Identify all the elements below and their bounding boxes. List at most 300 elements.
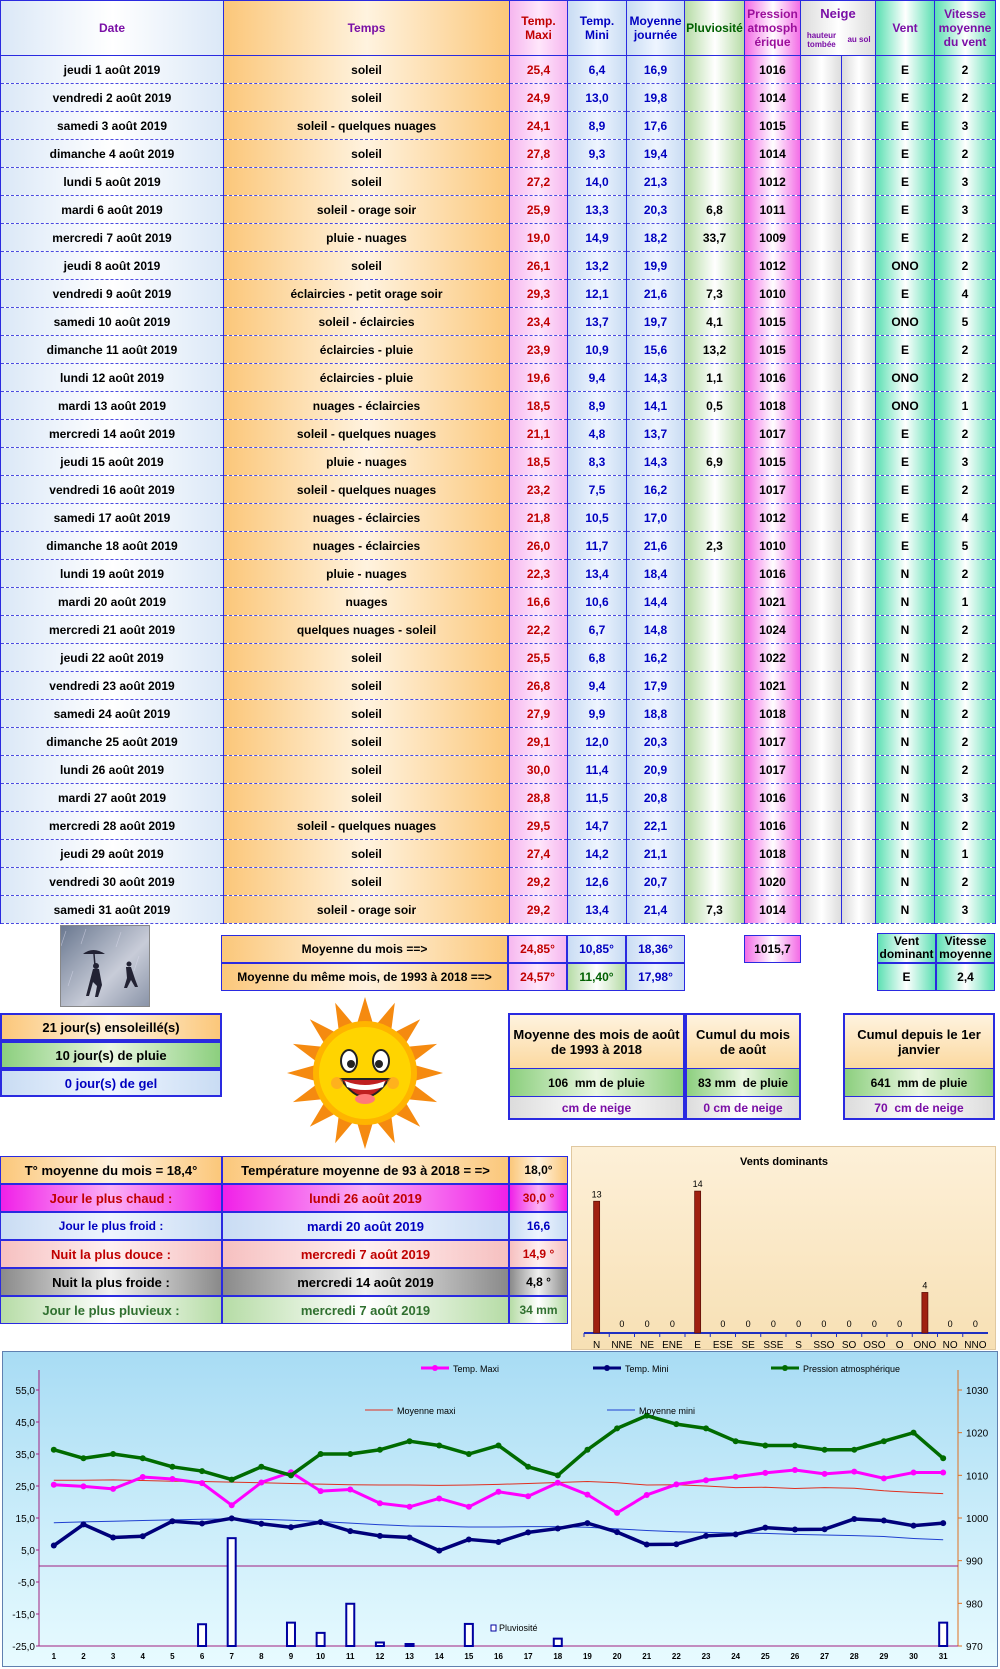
table-row [1, 168, 996, 196]
table-row [1, 140, 996, 168]
tmin-line-point [496, 1539, 502, 1545]
cell-tmin: 8,9 [568, 392, 627, 420]
right-tick-label: 990 [966, 1556, 983, 1568]
cell-tmax: 27,4 [510, 840, 568, 868]
cell-pluv: 7,3 [685, 896, 745, 924]
month-precip-title: Cumul du mois de août [687, 1015, 799, 1068]
cell-tmax: 26,8 [510, 672, 568, 700]
table-row [1, 196, 996, 224]
table-row [1, 868, 996, 896]
cell-vit: 2 [935, 700, 996, 728]
cell-vit: 2 [935, 420, 996, 448]
cell-neige-hauteur [801, 140, 842, 168]
cell-date: jeudi 1 août 2019 [1, 56, 224, 84]
tmax-line-point [703, 1477, 709, 1483]
tmax-line-point [822, 1471, 828, 1477]
left-tick-label: 55,0 [15, 1386, 35, 1397]
cell-neige-hauteur [801, 644, 842, 672]
tmin-line-point [911, 1523, 917, 1529]
wind-data-label: 0 [770, 1319, 776, 1329]
pressure-line-point [733, 1438, 739, 1444]
tmin-line-point [881, 1518, 887, 1524]
cell-pres: 1016 [745, 56, 801, 84]
cell-vent: E [876, 140, 935, 168]
cell-tmax: 29,5 [510, 812, 568, 840]
pressure-line-point [762, 1442, 768, 1448]
hot-date: lundi 26 août 2019 [222, 1184, 509, 1212]
cell-tmin: 14,2 [568, 840, 627, 868]
pressure-line-point [703, 1425, 709, 1431]
legend-tmin-label: Temp. Mini [625, 1364, 669, 1374]
cell-neige-hauteur [801, 672, 842, 700]
wind-tick-label: O [895, 1340, 904, 1349]
cell-vit: 3 [935, 112, 996, 140]
cell-date: mercredi 14 août 2019 [1, 420, 224, 448]
wind-data-label: 14 [692, 1179, 703, 1190]
tmin-line-point [288, 1524, 294, 1530]
cell-pres: 1014 [745, 896, 801, 924]
rain-bar [198, 1624, 206, 1646]
neige-sol-label: au sol [847, 35, 871, 44]
pressure-line-point [377, 1447, 383, 1453]
cell-moy: 14,4 [627, 588, 685, 616]
right-tick-label: 980 [966, 1599, 983, 1611]
legend-pressure-marker [782, 1365, 788, 1371]
cell-vent: N [876, 812, 935, 840]
tmax-line-point [407, 1504, 413, 1510]
tmax-line-point [525, 1493, 531, 1499]
cell-moy: 17,6 [627, 112, 685, 140]
cell-vent: N [876, 728, 935, 756]
cell-pres: 1017 [745, 728, 801, 756]
cell-neige-sol [842, 224, 876, 252]
tmax-line-point [496, 1489, 502, 1495]
cell-vit: 3 [935, 784, 996, 812]
thist-label: Température moyenne de 93 à 2018 = => [222, 1156, 509, 1184]
cell-tmin: 4,8 [568, 420, 627, 448]
rainy-label: Jour le plus pluvieux : [0, 1296, 222, 1324]
cell-pluv: 2,3 [685, 532, 745, 560]
thist-value: 18,0° [509, 1156, 568, 1184]
cell-moy: 18,2 [627, 224, 685, 252]
table-row [1, 672, 996, 700]
cell-vent: N [876, 560, 935, 588]
left-tick-label: 45,0 [15, 1418, 35, 1429]
month-avg-tmin: 10,85° [567, 935, 626, 963]
cell-neige-sol [842, 84, 876, 112]
cell-tmax: 19,6 [510, 364, 568, 392]
x-tick-label: 31 [938, 1652, 948, 1661]
x-tick-label: 12 [375, 1652, 385, 1661]
col-header-date: Date [1, 1, 224, 56]
sun-ray [287, 1065, 316, 1081]
cell-tmax: 26,1 [510, 252, 568, 280]
cell-temps: soleil [224, 700, 510, 728]
cell-tmax: 18,5 [510, 392, 568, 420]
cell-moy: 21,3 [627, 168, 685, 196]
table-row [1, 420, 996, 448]
cell-tmin: 14,9 [568, 224, 627, 252]
cell-vit: 1 [935, 588, 996, 616]
cell-temps: quelques nuages - soleil [224, 616, 510, 644]
cell-moy: 19,8 [627, 84, 685, 112]
tmax-line-point [229, 1502, 235, 1508]
cell-tmax: 30,0 [510, 756, 568, 784]
cell-tmax: 29,3 [510, 280, 568, 308]
cell-tmax: 24,9 [510, 84, 568, 112]
hot-value: 30,0 ° [509, 1184, 568, 1212]
cell-pluv [685, 84, 745, 112]
cell-date: dimanche 18 août 2019 [1, 532, 224, 560]
rain-days: 10 jour(s) de pluie [0, 1041, 222, 1069]
cell-vit: 3 [935, 448, 996, 476]
cell-temps: éclaircies - pluie [224, 336, 510, 364]
cell-pres: 1014 [745, 140, 801, 168]
month-avg-tmax: 24,85° [508, 935, 567, 963]
cell-vent: N [876, 840, 935, 868]
pressure-line-point [199, 1468, 205, 1474]
cell-tmax: 19,0 [510, 224, 568, 252]
cell-neige-hauteur [801, 588, 842, 616]
year-precip-box [843, 1013, 995, 1120]
cell-neige-hauteur [801, 616, 842, 644]
cell-date: mardi 13 août 2019 [1, 392, 224, 420]
cell-pluv: 13,2 [685, 336, 745, 364]
tmin-line-point [673, 1541, 679, 1547]
pressure-line-point [792, 1442, 798, 1448]
cell-temps: soleil [224, 252, 510, 280]
cell-neige-sol [842, 280, 876, 308]
cell-neige-sol [842, 700, 876, 728]
cell-tmax: 25,5 [510, 644, 568, 672]
rain-bar [317, 1633, 325, 1646]
neige-hauteur-label: hauteur tombée [806, 31, 837, 49]
cell-date: samedi 31 août 2019 [1, 896, 224, 924]
cell-tmin: 14,0 [568, 168, 627, 196]
hist-avg-tmin: 11,40° [567, 963, 626, 991]
cell-date: lundi 12 août 2019 [1, 364, 224, 392]
col-header-temps: Temps [224, 1, 510, 56]
tmax-line-point [466, 1504, 472, 1510]
cell-date: jeudi 29 août 2019 [1, 840, 224, 868]
cell-vent: E [876, 280, 935, 308]
year-snow-value: 70 [874, 1100, 888, 1115]
cell-moy: 19,9 [627, 252, 685, 280]
cell-moy: 20,9 [627, 756, 685, 784]
pressure-line-point [288, 1472, 294, 1478]
cell-vit: 1 [935, 392, 996, 420]
cell-tmin: 13,2 [568, 252, 627, 280]
cell-vit: 2 [935, 252, 996, 280]
cell-pres: 1012 [745, 168, 801, 196]
tmin-line-point [940, 1520, 946, 1526]
tmin-line-point [525, 1529, 531, 1535]
cell-vent: ONO [876, 364, 935, 392]
cell-pres: 1015 [745, 336, 801, 364]
tmin-line-point [614, 1529, 620, 1535]
cell-pluv [685, 420, 745, 448]
cell-pluv: 0,5 [685, 392, 745, 420]
cell-neige-sol [842, 392, 876, 420]
cell-vit: 2 [935, 728, 996, 756]
cell-vit: 2 [935, 756, 996, 784]
cell-temps: soleil - orage soir [224, 196, 510, 224]
pressure-line-point [822, 1447, 828, 1453]
pressure-line-point [851, 1447, 857, 1453]
cell-neige-hauteur [801, 364, 842, 392]
cell-pres: 1015 [745, 448, 801, 476]
cell-vit: 2 [935, 616, 996, 644]
cell-neige-hauteur [801, 84, 842, 112]
cell-neige-hauteur [801, 476, 842, 504]
wind-data-label: 4 [922, 1280, 928, 1291]
cell-tmin: 13,4 [568, 896, 627, 924]
hist-precip-box [508, 1013, 685, 1120]
sun-ray [414, 1065, 443, 1081]
right-tick-label: 1000 [966, 1514, 989, 1525]
cell-neige-sol [842, 868, 876, 896]
wind-tick-label: N [593, 1340, 601, 1349]
wind-tick-label: E [694, 1340, 701, 1349]
cell-temps: soleil - quelques nuages [224, 112, 510, 140]
cell-pluv [685, 112, 745, 140]
tmin-line-point [792, 1527, 798, 1533]
cell-vit: 2 [935, 868, 996, 896]
cell-vit: 2 [935, 672, 996, 700]
cell-neige-hauteur [801, 868, 842, 896]
coldnight-date: mercredi 14 août 2019 [222, 1268, 509, 1296]
cell-tmin: 13,0 [568, 84, 627, 112]
tmax-line-point [851, 1469, 857, 1475]
cell-pluv [685, 756, 745, 784]
tmin-line-point [169, 1518, 175, 1524]
cell-vent: E [876, 168, 935, 196]
col-header-pluv: Pluviosité [685, 1, 745, 56]
cell-neige-sol [842, 784, 876, 812]
wind-data-label: 0 [796, 1319, 802, 1329]
pressure-line-point [881, 1438, 887, 1444]
cell-neige-hauteur [801, 196, 842, 224]
cell-date: vendredi 9 août 2019 [1, 280, 224, 308]
cell-moy: 16,2 [627, 476, 685, 504]
cell-pres: 1012 [745, 504, 801, 532]
cell-neige-hauteur [801, 840, 842, 868]
tmax-line-point [762, 1470, 768, 1476]
hist-rain-value: 106 [548, 1075, 569, 1090]
cell-tmax: 27,8 [510, 140, 568, 168]
rain-bar [228, 1538, 236, 1646]
year-snow [845, 1096, 993, 1118]
cell-tmax: 25,4 [510, 56, 568, 84]
cell-neige-sol [842, 840, 876, 868]
cell-neige-sol [842, 448, 876, 476]
cell-vent: N [876, 672, 935, 700]
cell-moy: 14,3 [627, 364, 685, 392]
cell-pluv: 1,1 [685, 364, 745, 392]
cell-neige-sol [842, 532, 876, 560]
x-tick-label: 26 [790, 1652, 800, 1661]
month-rain-value: 83 mm [697, 1075, 736, 1090]
cell-neige-hauteur [801, 728, 842, 756]
cell-date: vendredi 2 août 2019 [1, 84, 224, 112]
cell-date: lundi 19 août 2019 [1, 560, 224, 588]
cold-date: mardi 20 août 2019 [222, 1212, 509, 1240]
cell-tmax: 18,5 [510, 448, 568, 476]
tmin-line-point [436, 1548, 442, 1554]
cell-pluv: 6,9 [685, 448, 745, 476]
pressure-line-point [110, 1451, 116, 1457]
wind-tick-label: ONO [913, 1340, 937, 1349]
cell-temps: soleil [224, 756, 510, 784]
cell-date: jeudi 15 août 2019 [1, 448, 224, 476]
wind-chart-title: Vents dominants [739, 1156, 829, 1168]
cell-vent: E [876, 196, 935, 224]
cell-date: vendredi 23 août 2019 [1, 672, 224, 700]
tmax-line-point [555, 1480, 561, 1486]
cell-vit: 1 [935, 840, 996, 868]
cell-neige-hauteur [801, 168, 842, 196]
x-tick-label: 8 [259, 1652, 264, 1661]
rain-bar [406, 1644, 414, 1646]
cell-temps: soleil [224, 140, 510, 168]
cell-tmax: 23,9 [510, 336, 568, 364]
cell-neige-sol [842, 112, 876, 140]
cell-temps: pluie - nuages [224, 560, 510, 588]
cell-tmax: 29,1 [510, 728, 568, 756]
cell-temps: soleil [224, 728, 510, 756]
cell-tmin: 11,4 [568, 756, 627, 784]
rainy-value: 34 mm [509, 1296, 568, 1324]
cell-neige-sol [842, 252, 876, 280]
neige-label: Neige [820, 6, 856, 21]
wind-tick-label: SO [841, 1340, 857, 1349]
legend-moymin-label: Moyenne mini [639, 1406, 696, 1416]
cell-neige-sol [842, 672, 876, 700]
cell-vent: E [876, 476, 935, 504]
x-tick-label: 30 [909, 1652, 918, 1661]
cell-date: mardi 27 août 2019 [1, 784, 224, 812]
cell-vent: N [876, 896, 935, 924]
rain-walker-image [60, 925, 150, 1007]
x-tick-label: 3 [110, 1652, 116, 1661]
wind-bar [922, 1292, 928, 1333]
cell-vit: 4 [935, 280, 996, 308]
left-tick-label: 15,0 [15, 1514, 35, 1525]
cell-tmin: 14,7 [568, 812, 627, 840]
cell-tmin: 7,5 [568, 476, 627, 504]
wind-tick-label: S [795, 1340, 802, 1349]
cell-neige-sol [842, 560, 876, 588]
wind-bar [695, 1191, 701, 1333]
cell-temps: soleil - quelques nuages [224, 812, 510, 840]
cell-tmin: 8,3 [568, 448, 627, 476]
cell-temps: soleil - éclaircies [224, 308, 510, 336]
cell-tmin: 9,4 [568, 364, 627, 392]
tmax-line-point [673, 1481, 679, 1487]
cell-tmax: 27,2 [510, 168, 568, 196]
left-tick-label: -15,0 [12, 1610, 35, 1621]
cell-vit: 2 [935, 84, 996, 112]
pressure-line-point [318, 1451, 324, 1457]
legend-pressure-label: Pression atmosphérique [803, 1364, 901, 1374]
cell-vit: 2 [935, 336, 996, 364]
cell-neige-sol [842, 728, 876, 756]
pressure-line-point [169, 1464, 175, 1470]
cell-temps: soleil [224, 672, 510, 700]
cell-date: dimanche 25 août 2019 [1, 728, 224, 756]
cell-tmin: 10,5 [568, 504, 627, 532]
cell-vent: E [876, 504, 935, 532]
rain-bar [939, 1623, 947, 1646]
cell-pres: 1017 [745, 476, 801, 504]
cell-moy: 15,6 [627, 336, 685, 364]
cell-temps: soleil [224, 644, 510, 672]
records-table [0, 1156, 568, 1324]
wind-tick-label: SE [741, 1340, 755, 1349]
x-tick-label: 14 [434, 1652, 444, 1661]
x-tick-label: 24 [731, 1652, 741, 1661]
cell-tmax: 16,6 [510, 588, 568, 616]
cell-vit: 2 [935, 644, 996, 672]
table-row [1, 896, 996, 924]
month-precip-box [685, 1013, 801, 1120]
legend-moymax-label: Moyenne maxi [397, 1406, 456, 1416]
cell-date: samedi 17 août 2019 [1, 504, 224, 532]
table-row [1, 364, 996, 392]
month-rain [687, 1068, 799, 1096]
cell-tmin: 13,7 [568, 308, 627, 336]
pressure-line-point [525, 1464, 531, 1470]
left-tick-label: -5,0 [17, 1578, 35, 1589]
cell-temps: soleil [224, 784, 510, 812]
x-tick-label: 2 [81, 1652, 86, 1661]
cell-tmax: 29,2 [510, 896, 568, 924]
pressure-line-point [140, 1455, 146, 1461]
year-rain-unit: mm de pluie [897, 1075, 968, 1090]
cell-neige-sol [842, 420, 876, 448]
cell-moy: 21,6 [627, 532, 685, 560]
right-tick-label: 1010 [966, 1471, 989, 1483]
pressure-line-point [229, 1477, 235, 1483]
cell-temps: soleil [224, 168, 510, 196]
cell-neige-sol [842, 308, 876, 336]
cell-vent: E [876, 112, 935, 140]
cell-moy: 14,8 [627, 616, 685, 644]
rain-bar [554, 1639, 562, 1646]
table-row [1, 728, 996, 756]
wind-data-label: 0 [947, 1319, 953, 1329]
x-tick-label: 27 [820, 1652, 830, 1661]
wind-tick-label: OSO [863, 1340, 886, 1349]
pressure-line-point [258, 1464, 264, 1470]
cell-neige-hauteur [801, 896, 842, 924]
cell-vent: E [876, 532, 935, 560]
cell-tmax: 22,3 [510, 560, 568, 588]
sun-ray [357, 1122, 373, 1149]
cell-tmin: 9,3 [568, 140, 627, 168]
cell-pluv [685, 588, 745, 616]
hist-avg-label: Moyenne du même mois, de 1993 à 2018 ==> [221, 963, 508, 991]
tmax-line-point [940, 1470, 946, 1476]
cell-pluv [685, 728, 745, 756]
year-rain-value: 641 [870, 1075, 891, 1090]
cell-temps: éclaircies - pluie [224, 364, 510, 392]
wind-data-label: 0 [846, 1319, 852, 1329]
cell-neige-sol [842, 588, 876, 616]
wind-chart [571, 1146, 996, 1350]
cell-tmin: 13,3 [568, 196, 627, 224]
cell-vit: 2 [935, 56, 996, 84]
